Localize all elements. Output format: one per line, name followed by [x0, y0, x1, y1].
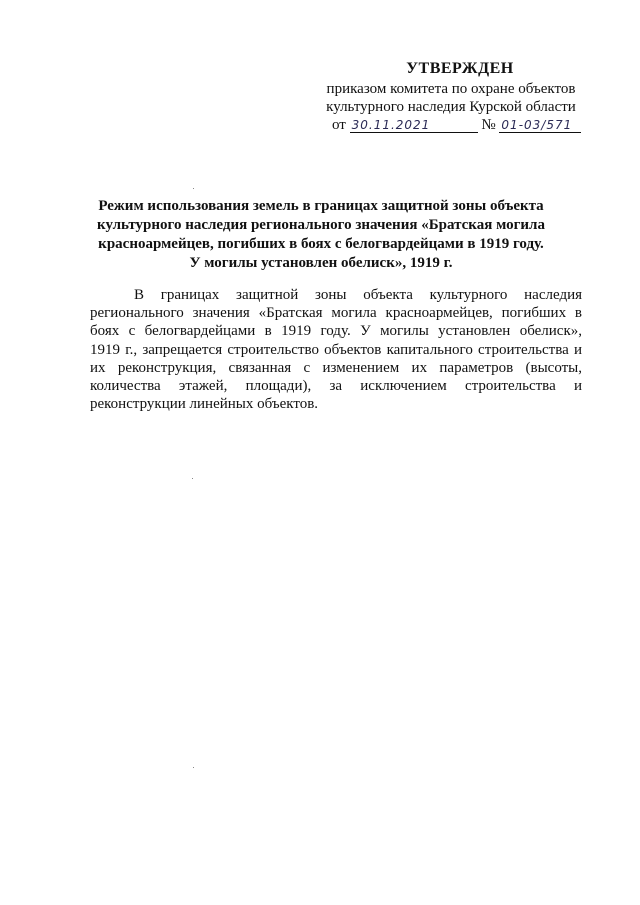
title-line-2: культурного наследия регионального значения «Братская могила — [97, 217, 545, 233]
title-line-3: красноармейцев, погибших в боях с белогвардейцами в 1919 году. — [98, 236, 544, 252]
body-line: реконструкции линейных объектов. — [90, 396, 319, 413]
body-line: количества этажей, площади), за исключением строительства и — [90, 378, 582, 395]
scan-speck — [193, 188, 194, 189]
handwritten-date: 30.11.2021 — [350, 118, 478, 133]
handwritten-order-number: 01-03/571 — [499, 118, 581, 133]
approval-title: УТВЕРЖДЕН — [406, 60, 514, 77]
approval-authority-line-1: приказом комитета по охране объектов — [326, 81, 576, 97]
approval-authority-line-2: культурного наследия Курской области — [326, 99, 576, 115]
title-line-1: Режим использования земель в границах защитной зоны объекта — [98, 198, 544, 214]
approval-stamp-block — [316, 60, 586, 134]
date-prefix: от — [332, 117, 346, 133]
body-line: их реконструкция, связанная с изменением их параметров (высоты, — [90, 359, 582, 376]
body-line: боях с белогвардейцами в 1919 году. У могилы установлен обелиск», — [90, 323, 582, 340]
scan-speck — [192, 478, 193, 479]
body-line: 1919 г., запрещается строительство объектов капитального строительства и — [90, 341, 582, 358]
document-title — [80, 197, 562, 273]
body-paragraph — [90, 286, 582, 413]
number-prefix: № — [481, 117, 496, 133]
scan-speck — [193, 767, 194, 768]
title-line-4: У могилы установлен обелиск», 1919 г. — [189, 255, 453, 271]
body-line: В границах защитной зоны объекта культурного наследия — [134, 287, 582, 303]
approval-reference — [316, 116, 586, 134]
body-line: регионального значения «Братская могила красноармейцев, погибших в — [90, 305, 582, 322]
